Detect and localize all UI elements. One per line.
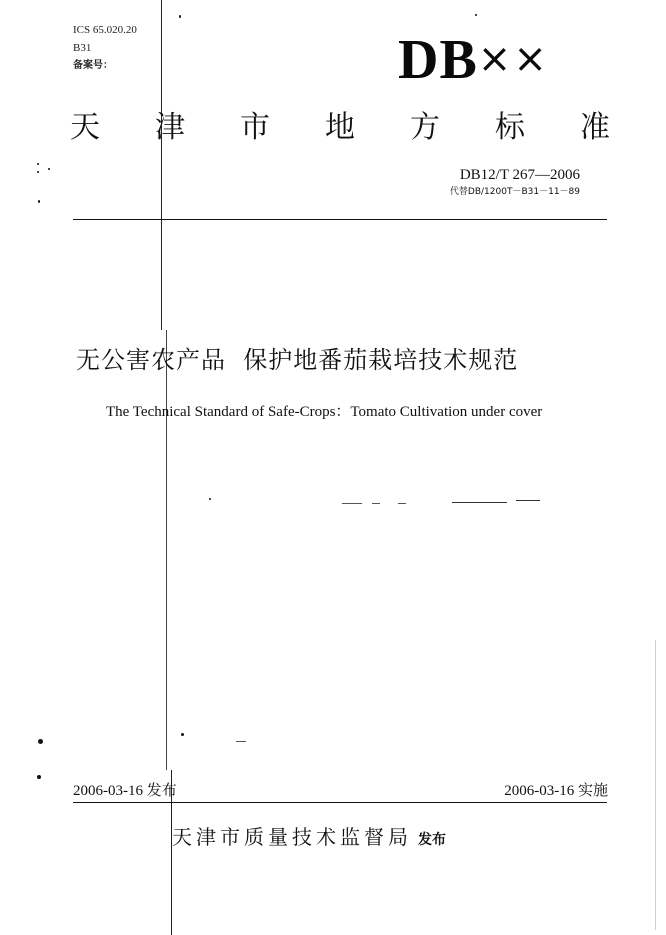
issuing-authority-suffix: 发布: [418, 832, 446, 848]
scan-artifact-dash: [516, 500, 540, 501]
db-logo-suffix: ××: [477, 36, 549, 82]
standard-number: DB12/T 267—2006: [459, 167, 580, 183]
scan-speck: [37, 775, 41, 779]
db-logo-prefix: DB: [398, 29, 478, 91]
scan-artifact-line: [161, 0, 162, 330]
scan-speck: [37, 171, 39, 173]
footer-divider: [73, 802, 607, 803]
implementation-date: 2006-03-16 实施: [504, 783, 608, 799]
standard-type-char: 天: [70, 110, 100, 145]
db-standard-logo: [398, 30, 549, 95]
standard-type-char: 方: [410, 110, 440, 145]
scan-artifact-dash: [342, 503, 362, 504]
ics-code: ICS 65.020.20: [73, 24, 137, 36]
scan-artifact-line: [655, 640, 656, 930]
scan-speck: [48, 168, 50, 170]
scan-artifact-dash: [452, 502, 507, 503]
scan-speck: [38, 739, 43, 744]
issuing-authority-name: 天津市质量技术监督局: [172, 825, 412, 849]
standard-type-char: 准: [580, 110, 610, 145]
scan-speck: [37, 163, 39, 165]
filing-number-label: 备案号：: [73, 60, 113, 71]
scan-artifact-line: [166, 330, 167, 770]
scan-speck: [181, 733, 184, 736]
scan-speck: [209, 498, 211, 500]
category-code: B31: [73, 42, 92, 54]
document-title-english: The Technical Standard of Safe-Crops：Tomato Cultivation under cover: [106, 404, 543, 420]
standard-type-char: 津: [155, 110, 185, 145]
scan-artifact-dash: [236, 741, 246, 742]
issuing-authority: [172, 824, 446, 853]
standard-type-heading: [70, 110, 610, 146]
standard-type-char: 市: [240, 110, 270, 145]
publish-date: 2006-03-16 发布: [73, 783, 177, 799]
scan-speck: [179, 15, 181, 18]
scan-speck: [38, 200, 40, 203]
replaced-standard-number: 代替DB/1200T－B31－11－89: [449, 187, 580, 197]
header-divider: [73, 219, 607, 220]
scan-artifact-dash: [372, 503, 380, 504]
scan-artifact-dash: [398, 503, 406, 504]
scan-speck: [475, 14, 477, 16]
standard-type-char: 地: [325, 110, 355, 145]
document-title-chinese: 无公害农产品 保护地番茄栽培技术规范: [76, 346, 519, 374]
standard-type-char: 标: [495, 110, 525, 145]
